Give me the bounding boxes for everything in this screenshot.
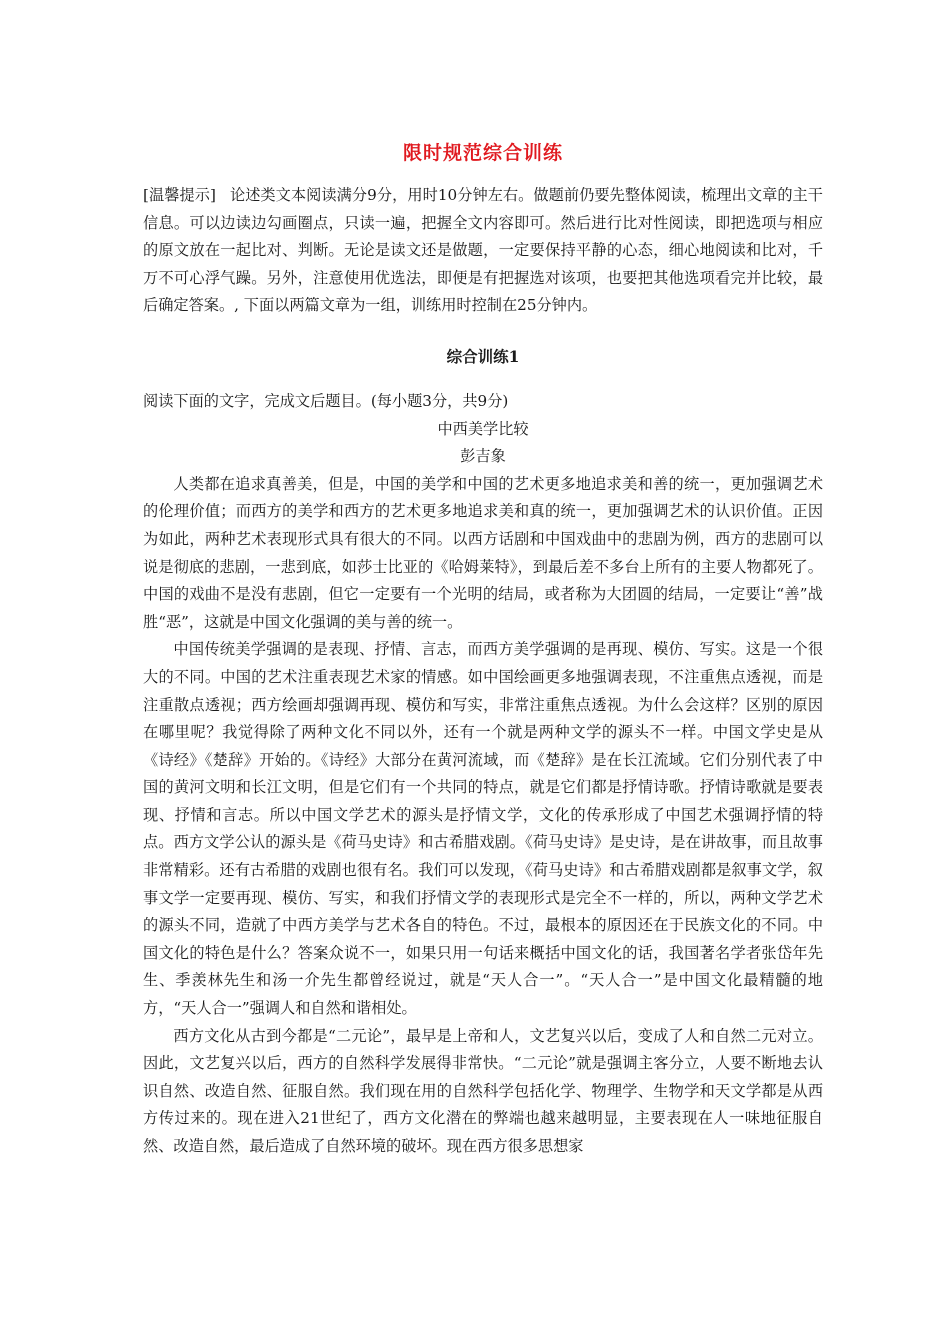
hint-paragraph: [143, 182, 823, 320]
article-paragraph-3: 西方文化从古到今都是“二元论”，最早是上帝和人，文艺复兴以后，变成了人和自然二元对立。因此，文艺复兴以后，西方的自然科学发展得非常快。“二元论”就是强调主客分立，人要不断地去认识自然、改造自然、征服自然。我们现在用的自然科学包括化学、物理学、生物学和天文学都是从西方传过来的。现在进入21世纪了，西方文化潜在的弊端也越来越明显，主要表现在人一味地征服自然、改造自然，最后造成了自然环境的破坏。现在西方很多思想家: [143, 1026, 823, 1155]
article-author: 彭吉象: [460, 447, 506, 466]
article-paragraph-2: 中国传统美学强调的是表现、抒情、言志，而西方美学强调的是再现、模仿、写实。这是一个很大的不同。中国的艺术注重表现艺术家的情感。如中国绘画更多地强调表现，不注重焦点透视，而是注重散点透视；西方绘画却强调再现、模仿和写实，非常注重焦点透视。为什么会这样？区别的原因在哪里呢？我觉得除了两种文化不同以外，还有一个就是两种文学的源头不一样。中国文学史是从《诗经》《楚辞》开始的。《诗经》大部分在黄河流域，而《楚辞》是在长江流域。它们分别代表了中国的黄河文明和长江文明，但是它们有一个共同的特点，就是它们都是抒情诗歌。抒情诗歌就是要表现、抒情和言志。所以中国文学艺术的源头是抒情文学，文化的传承形成了中国艺术强调抒情的特点。西方文学公认的源头是《荷马史诗》和古希腊戏剧。《荷马史诗》是史诗，是在讲故事，而且故事非常精彩。还有古希腊的戏剧也很有名。我们可以发现，《荷马史诗》和古希腊戏剧都是叙事文学，叙事文学一定要再现、模仿、写实，和我们抒情文学的表现形式是完全不一样的，所以，两种文学艺术的源头不同，造就了中西方美学与艺术各自的特色。不过，最根本的原因还在于民族文化的不同。中国文化的特色是什么？答案众说不一，如果只用一句话来概括中国文化的话，我国著名学者张岱年先生、季羡林先生和汤一介先生都曾经说过，就是“天人合一”。“天人合一”是中国文化最精髓的地方，“天人合一”强调人和自然和谐相处。: [143, 640, 823, 1018]
page-title: 限时规范综合训练: [402, 142, 563, 164]
hint-label: [温馨提示]: [143, 186, 216, 204]
hint-text: 论述类文本阅读满分9分，用时10分钟左右。做题前仍要先整体阅读，梳理出文章的主干信息。可以边读边勾画圈点，只读一遍，把握全文内容即可。然后进行比对性阅读，即把选项与相应的原文放在一起比对、判断。无论是读文还是做题，一定要保持平静的心态，细心地阅读和比对，千万不可心浮气躁。另外，注意使用优选法，即便是有把握选对该项，也要把其他选项看完并比较，最后确定答案。, 下面以两篇文章为一组，训练用时控制在25分钟内。: [143, 186, 823, 315]
article-paragraph-1: 人类都在追求真善美，但是，中国的美学和中国的艺术更多地追求美和善的统一，更加强调艺术的伦理价值；而西方的美学和西方的艺术更多地追求美和真的统一，更加强调艺术的认识价值。正因为如此，两种艺术表现形式具有很大的不同。以西方话剧和中国戏曲中的悲剧为例，西方的悲剧可以说是彻底的悲剧，一悲到底，如莎士比亚的《哈姆莱特》，到最后差不多台上所有的主要人物都死了。中国的戏曲不是没有悲剧，但它一定要有一个光明的结局，或者称为大团圆的结局，一定要让“善”战胜“恶”，这就是中国文化强调的美与善的统一。: [143, 474, 823, 631]
article-title: 中西美学比较: [437, 419, 529, 438]
document-page: [143, 140, 823, 1161]
instruction-text: 阅读下面的文字，完成文后题目。(每小题3分，共9分): [143, 391, 509, 410]
section-title: 综合训练1: [446, 346, 520, 366]
